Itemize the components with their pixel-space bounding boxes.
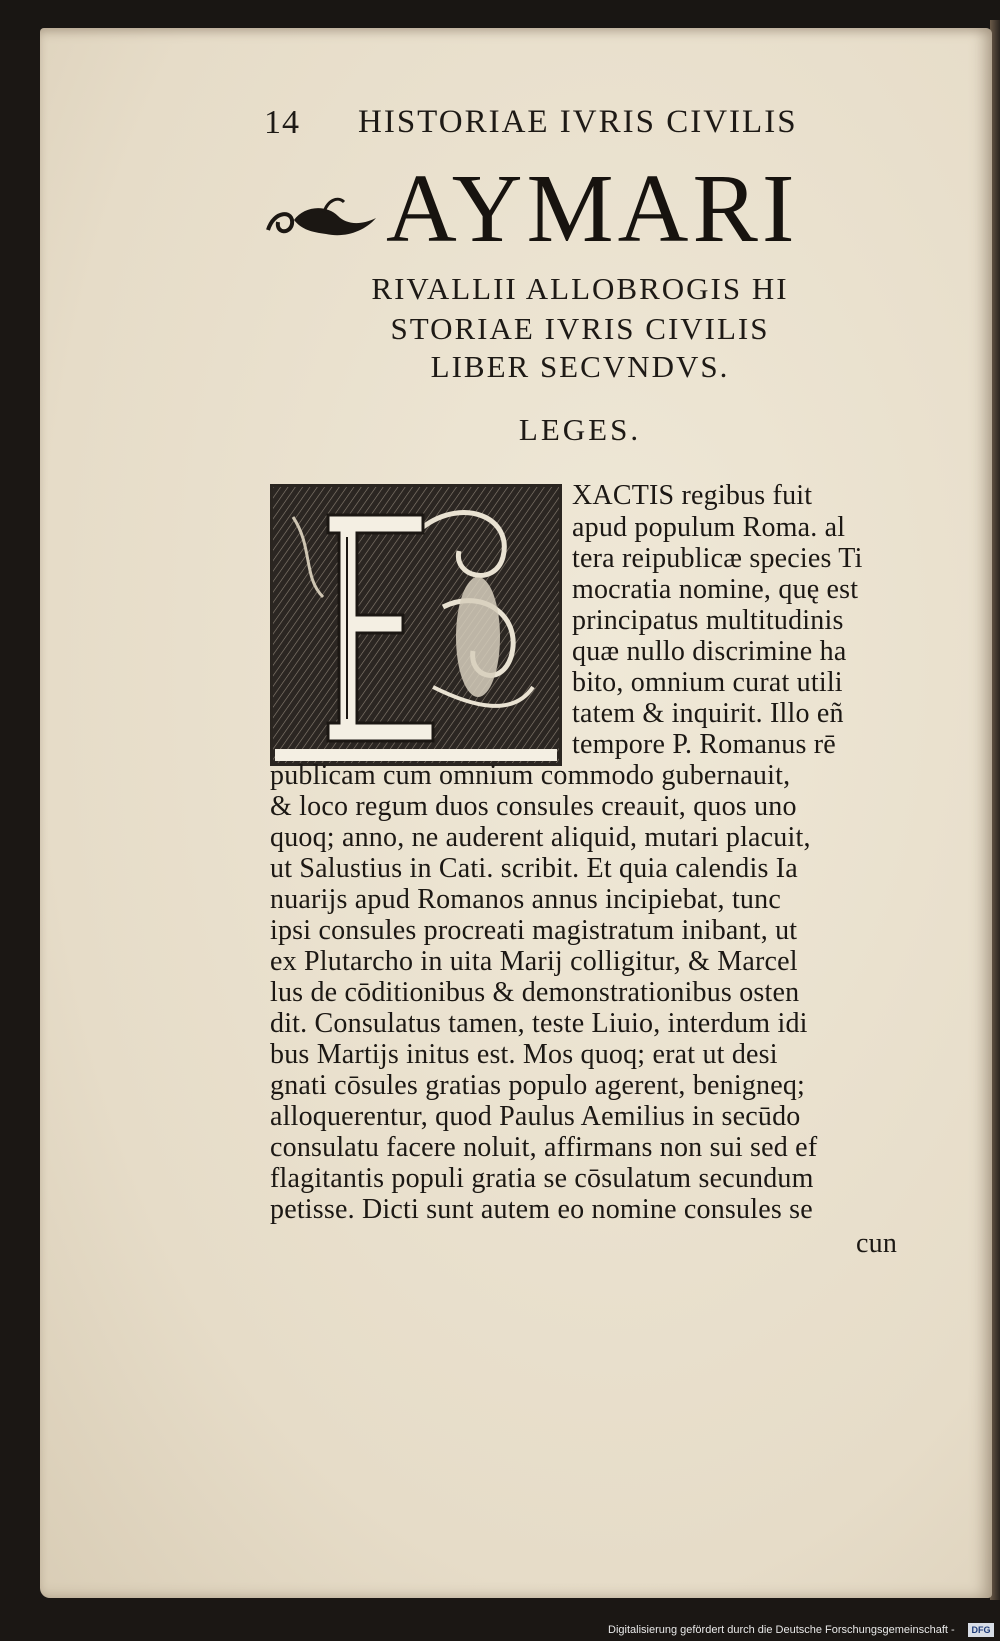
body-line: tempore P. Romanus rē bbox=[572, 729, 836, 760]
body-line: consulatu facere noluit, affirmans non sui sed ef bbox=[270, 1132, 818, 1163]
running-head: HISTORIAE IVRIS CIVILIS bbox=[358, 104, 798, 140]
funding-notice: Digitalisierung gefördert durch die Deutsche Forschungsgemeinschaft - bbox=[608, 1624, 955, 1636]
body-line: bito, omnium curat utili bbox=[572, 667, 843, 698]
body-line: lus de cōditionibus & demonstrationibus osten bbox=[270, 977, 800, 1008]
title-line-1: RIVALLII ALLOBROGIS HI bbox=[371, 271, 789, 306]
title-line-3: LIBER SECVNDVS. bbox=[430, 349, 730, 384]
body-line: ipsi consules procreati magistratum inibant, ut bbox=[270, 915, 798, 946]
woodcut-initial-icon bbox=[273, 487, 559, 763]
body-line: mocratia nomine, quę est bbox=[572, 574, 859, 605]
title-line-2: STORIAE IVRIS CIVILIS bbox=[390, 311, 770, 346]
body-line: petisse. Dicti sunt autem eo nomine consules se bbox=[270, 1194, 813, 1225]
page-number: 14 bbox=[264, 104, 300, 141]
body-line: flagitantis populi gratia se cōsulatum secundum bbox=[270, 1163, 814, 1194]
body-line: dit. Consulatus tamen, teste Liuio, interdum idi bbox=[270, 1008, 808, 1039]
fleuron-ornament-icon bbox=[264, 190, 382, 246]
body-line: alloquerentur, quod Paulus Aemilius in secūdo bbox=[270, 1101, 801, 1132]
body-line: quoq; anno, ne auderent aliquid, mutari placuit, bbox=[270, 822, 811, 853]
body-line: publicam cum omnium commodo gubernauit, bbox=[270, 760, 791, 791]
body-line: principatus multitudinis bbox=[572, 605, 844, 636]
body-line: quæ nullo discrimine ha bbox=[572, 636, 847, 667]
body-line: ut Salustius in Cati. scribit. Et quia calendis Ia bbox=[270, 853, 798, 884]
body-line: bus Martijs initus est. Mos quoq; erat ut desi bbox=[270, 1039, 778, 1070]
catchword: cun bbox=[856, 1228, 898, 1259]
body-line: ex Plutarcho in uita Marij colligitur, & Marcel bbox=[270, 946, 798, 977]
body-line: tatem & inquirit. Illo eñ bbox=[572, 698, 844, 729]
body-line: gnati cōsules gratias populo agerent, benigneq; bbox=[270, 1070, 806, 1101]
body-line: & loco regum duos consules creauit, quos uno bbox=[270, 791, 797, 822]
decorated-initial-e bbox=[270, 484, 562, 766]
section-heading: LEGES. bbox=[518, 412, 642, 447]
body-line: tera reipublicæ species Ti bbox=[572, 543, 863, 574]
dfg-logo: DFG bbox=[968, 1623, 994, 1637]
body-line: apud populum Roma. al bbox=[572, 512, 846, 543]
body-line: nuarijs apud Romanos annus incipiebat, tunc bbox=[270, 884, 781, 915]
body-line: XACTIS regibus fuit bbox=[572, 480, 813, 511]
title-author-name: AYMARI bbox=[386, 155, 799, 263]
